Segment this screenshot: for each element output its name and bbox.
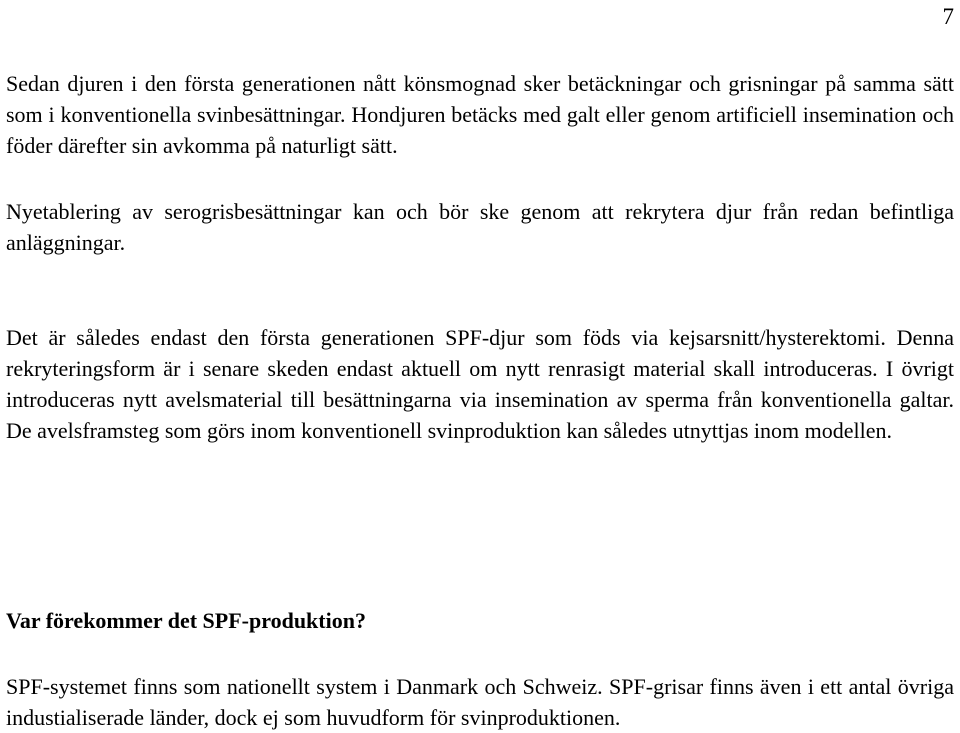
- section-heading: Var förekommer det SPF-produktion?: [6, 608, 366, 633]
- paragraph-first-generation: Det är således endast den första generationen SPF-djur som föds via kejsarsnitt/hysterektomi. Denna rekryteringsform är i senare skeden endast aktuell om nytt renrasigt material skall introduceras. I övrigt introduceras nytt avelsmaterial till besättningarna via insemination av sperma från konventionella galtar. De avelsframsteg som görs inom konventionell svinproduktion kan således utnyttjas inom modellen.: [6, 325, 954, 443]
- page-number: 7: [942, 4, 954, 29]
- paragraph-spf-countries: SPF-systemet finns som nationellt system i Danmark och Schweiz. SPF-grisar finns även i ett antal övriga industialiserade länder, dock ej som huvudform för svinproduktionen.: [6, 674, 954, 730]
- paragraph-establishment: Nyetablering av serogrisbesättningar kan och bör ske genom att rekrytera djur från redan befintliga anläggningar.: [6, 199, 954, 255]
- paragraph-breeding: Sedan djuren i den första generationen nått könsmognad sker betäckningar och grisningar på samma sätt som i konventionella svinbesättningar. Hondjuren betäcks med galt eller genom artificiell insemination och föder därefter sin avkomma på naturligt sätt.: [6, 71, 954, 158]
